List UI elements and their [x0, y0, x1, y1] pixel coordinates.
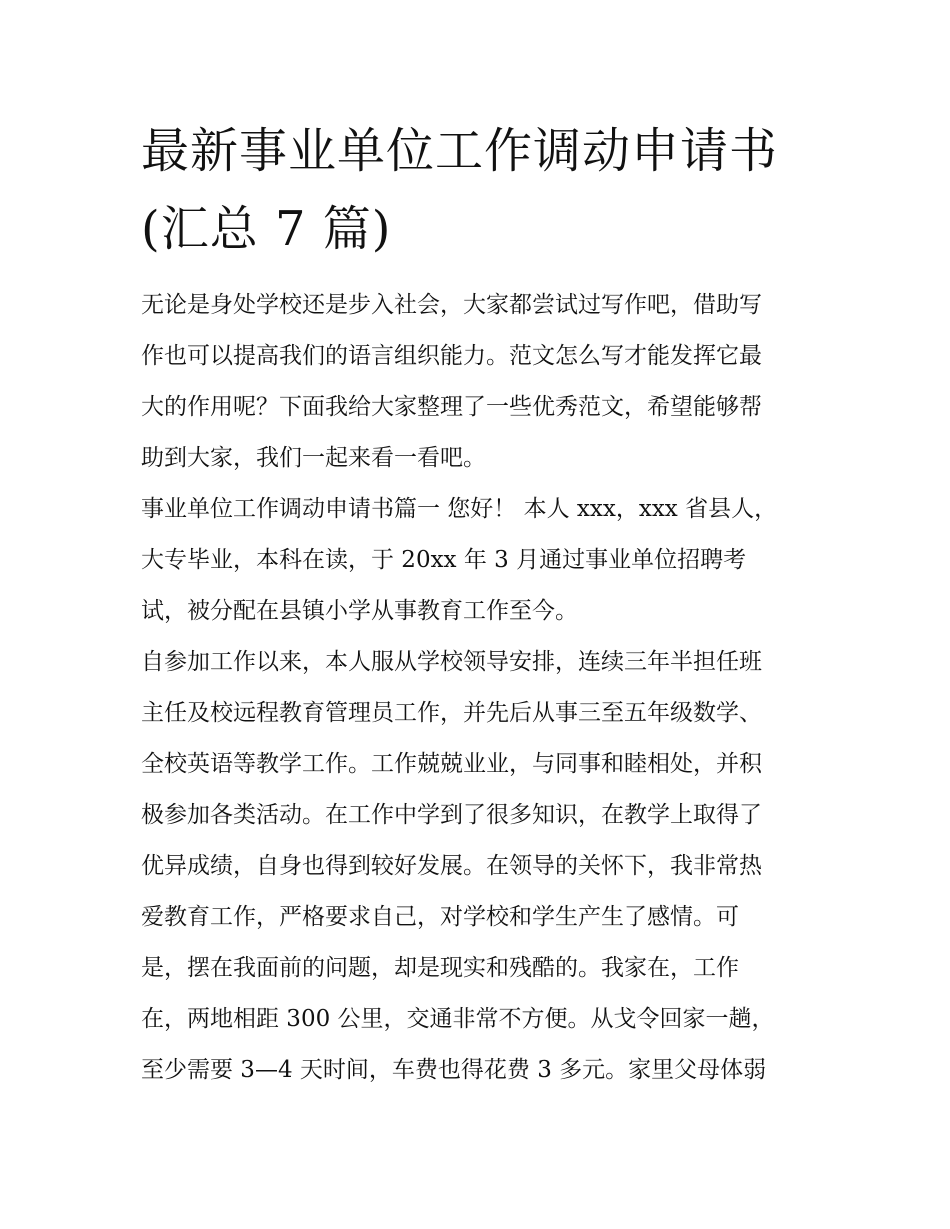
- text-line: 助到大家，我们一起来看一看吧。: [141, 445, 486, 471]
- text-line: 无论是身处学校还是步入社会，大家都尝试过写作吧，借助写: [141, 292, 762, 318]
- title-line: (汇总 7 篇): [141, 201, 392, 257]
- text-line: 是，摆在我面前的问题，却是现实和残酷的。我家在，工作: [141, 955, 739, 981]
- paragraph-work-history: [141, 637, 821, 1096]
- text-line: 爱教育工作，严格要求自己，对学校和学生产生了感情。可: [141, 904, 739, 930]
- paragraph-section-one: [141, 484, 821, 637]
- text-line: 大的作用呢？下面我给大家整理了一些优秀范文，希望能够帮: [141, 394, 762, 420]
- document-page: [141, 112, 821, 1096]
- text-line: 试，被分配在县镇小学从事教育工作至今。: [141, 598, 578, 624]
- text-line: 全校英语等教学工作。工作兢兢业业，与同事和睦相处，并积: [141, 751, 762, 777]
- title-line: 最新事业单位工作调动申请书: [141, 123, 779, 179]
- text-line: 在，两地相距 300 公里，交通非常不方便。从戈令回家一趟，: [141, 1006, 775, 1032]
- document-title: [141, 112, 821, 268]
- text-line: 大专毕业，本科在读，于 20xx 年 3 月通过事业单位招聘考: [141, 547, 747, 573]
- text-line: 至少需要 3—4 天时间，车费也得花费 3 多元。家里父母体弱: [141, 1057, 767, 1083]
- paragraph-intro: [141, 280, 821, 484]
- text-line: 作也可以提高我们的语言组织能力。范文怎么写才能发挥它最: [141, 343, 762, 369]
- text-line: 自参加工作以来，本人服从学校领导安排，连续三年半担任班: [141, 649, 762, 675]
- document-body: [141, 280, 821, 1096]
- text-line: 极参加各类活动。在工作中学到了很多知识，在教学上取得了: [141, 802, 762, 828]
- text-line: 主任及校远程教育管理员工作，并先后从事三至五年级数学、: [141, 700, 762, 726]
- text-line: 事业单位工作调动申请书篇一 您好！ 本人 xxx，xxx 省县人，: [141, 496, 778, 522]
- text-line: 优异成绩，自身也得到较好发展。在领导的关怀下，我非常热: [141, 853, 762, 879]
